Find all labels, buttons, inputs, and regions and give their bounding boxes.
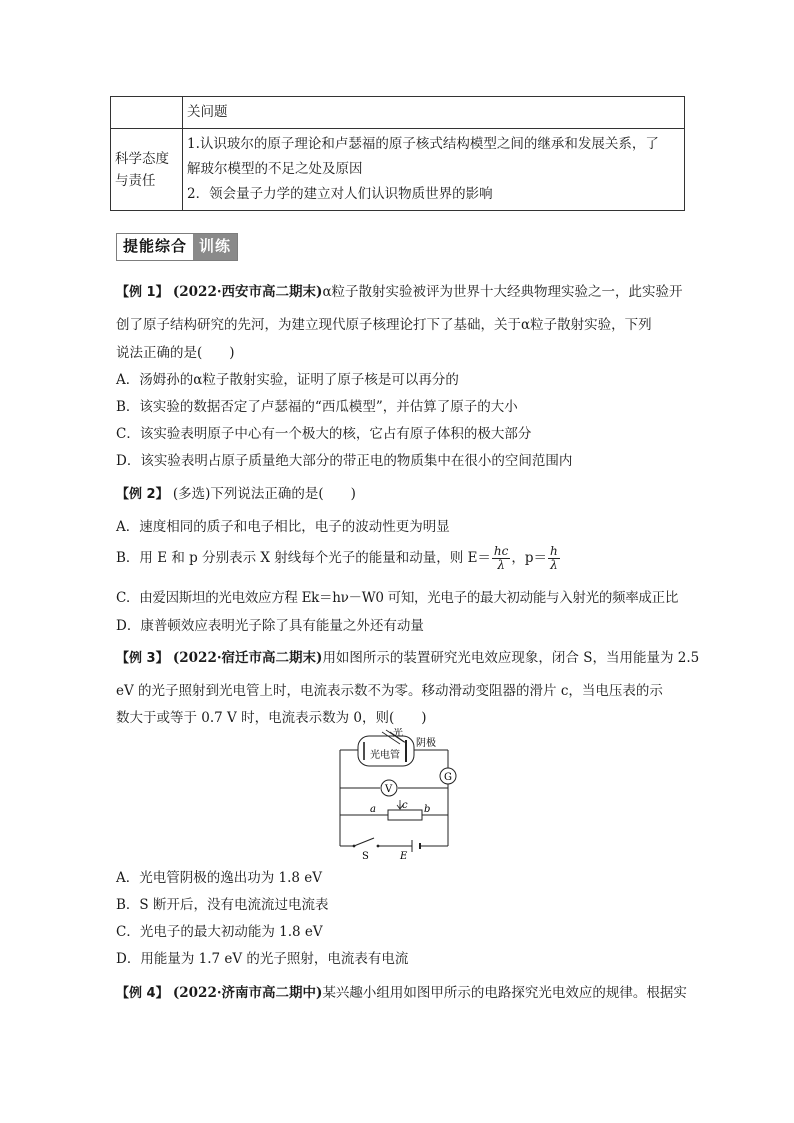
content-line: 解玻尔模型的不足之处及原因 <box>187 161 363 177</box>
table-row <box>111 129 685 211</box>
ex3-line2: eV 的光子照射到光电管上时，电流表示数不为零。移动滑动变阻器的滑片 c，当电压表的示 <box>116 683 663 699</box>
fraction-numerator: hc <box>493 544 509 558</box>
ex2-b-mid: ，p＝ <box>511 550 548 566</box>
ex3-line3: 数大于或等于 0.7 V 时，电流表示数为 0，则( ) <box>116 710 427 726</box>
ex1-option-c: C．该实验表明原子中心有一个极大的核，它占有原子体积的极大部分 <box>116 426 532 442</box>
point-a-label: a <box>370 804 376 815</box>
ex2-option-d: D．康普顿效应表明光子除了具有能量之外还有动量 <box>116 618 424 634</box>
tube-label: 光电管 <box>370 750 400 761</box>
banner-part1: 提能综合 <box>117 234 193 260</box>
table-cell-label <box>111 97 183 129</box>
point-c-label: c <box>402 800 408 811</box>
ex4-tag: 【例 4】 <box>116 986 169 1001</box>
ex2-option-b <box>116 545 561 572</box>
circuit-diagram <box>330 728 470 860</box>
content-line: 2．领会量子力学的建立对人们认识物质世界的影响 <box>187 186 493 202</box>
section-banner <box>116 233 238 261</box>
content-line: 1.认识玻尔的原子理论和卢瑟福的原子核式结构模型之间的继承和发展关系，了 <box>187 136 659 152</box>
table-cell-label <box>111 129 183 211</box>
cathode-label: 阴极 <box>416 738 436 749</box>
ex3-tag: 【例 3】 <box>116 651 169 666</box>
light-label: 光 <box>393 728 403 739</box>
ex1-option-a: A．汤姆孙的α粒子散射实验，证明了原子核是可以再分的 <box>116 372 459 388</box>
label-line: 与责任 <box>115 172 156 189</box>
ex2-b-text: B．用 E 和 p 分别表示 X 射线每个光子的能量和动量，则 E＝ <box>116 550 491 566</box>
table-cell-content: 关问题 <box>183 97 685 129</box>
ex4-line1 <box>116 981 687 1001</box>
ex1-source: (2022·西安市高二期末) <box>172 284 323 300</box>
ex3-option-c: C．光电子的最大初动能为 1.8 eV <box>116 924 323 940</box>
switch-label: S <box>362 851 369 860</box>
ex3-option-b: B．S 断开后，没有电流流过电流表 <box>116 897 329 913</box>
ex2-stem: (多选)下列说法正确的是( ) <box>172 486 356 502</box>
banner-part2: 训练 <box>193 234 237 260</box>
switch-icon <box>354 838 374 846</box>
voltmeter-label: V <box>385 784 393 795</box>
fraction-denominator: λ <box>497 558 505 572</box>
fraction <box>548 545 560 572</box>
ex1-line3: 说法正确的是( ) <box>116 345 235 361</box>
ex3-line1 <box>116 646 699 666</box>
ex3-option-a: A．光电管阴极的逸出功为 1.8 eV <box>116 870 323 886</box>
fraction-denominator: λ <box>550 558 558 572</box>
fraction-numerator: h <box>550 544 558 558</box>
rheostat-icon <box>388 810 422 820</box>
ex1-tag: 【例 1】 <box>116 285 169 300</box>
ex1-option-d: D．该实验表明占原子质量绝大部分的带正电的物质集中在很小的空间范围内 <box>116 453 573 469</box>
battery-label: E <box>400 851 408 860</box>
ex4-text: 某兴趣小组用如图甲所示的电路探究光电效应的规律。根据实 <box>322 985 687 1001</box>
ex3-source: (2022·宿迁市高二期末) <box>172 650 323 666</box>
ex3-text: 用如图所示的装置研究光电效应现象，闭合 S，当用能量为 2.5 <box>322 650 700 666</box>
ex2-tag: 【例 2】 <box>116 487 169 502</box>
ex3-option-d: D．用能量为 1.7 eV 的光子照射，电流表有电流 <box>116 951 409 967</box>
ex2-line1 <box>116 482 356 502</box>
ex1-line2: 创了原子结构研究的先河，为建立现代原子核理论打下了基础，关于α粒子散射实验，下列 <box>116 317 652 333</box>
ex2-option-a: A．速度相同的质子和电子相比，电子的波动性更为明显 <box>116 519 450 535</box>
ex1-option-b: B．该实验的数据否定了卢瑟福的“西瓜模型”，并估算了原子的大小 <box>116 399 518 415</box>
galvanometer-label: G <box>444 772 452 783</box>
table-row <box>111 97 685 129</box>
table-cell-content <box>183 129 685 211</box>
ex1-line1 <box>116 280 683 300</box>
ex2-option-c: C．由爱因斯坦的光电效应方程 Ek＝hν－W0 可知，光电子的最大初动能与入射光的频率成正比 <box>116 590 679 606</box>
label-line: 科学态度 <box>115 150 169 167</box>
fraction <box>492 545 510 572</box>
objectives-table <box>110 96 685 211</box>
ex4-source: (2022·济南市高二期中) <box>172 985 323 1001</box>
ex1-text: α粒子散射实验被评为世界十大经典物理实验之一，此实验开 <box>322 284 683 300</box>
point-b-label: b <box>424 804 431 815</box>
